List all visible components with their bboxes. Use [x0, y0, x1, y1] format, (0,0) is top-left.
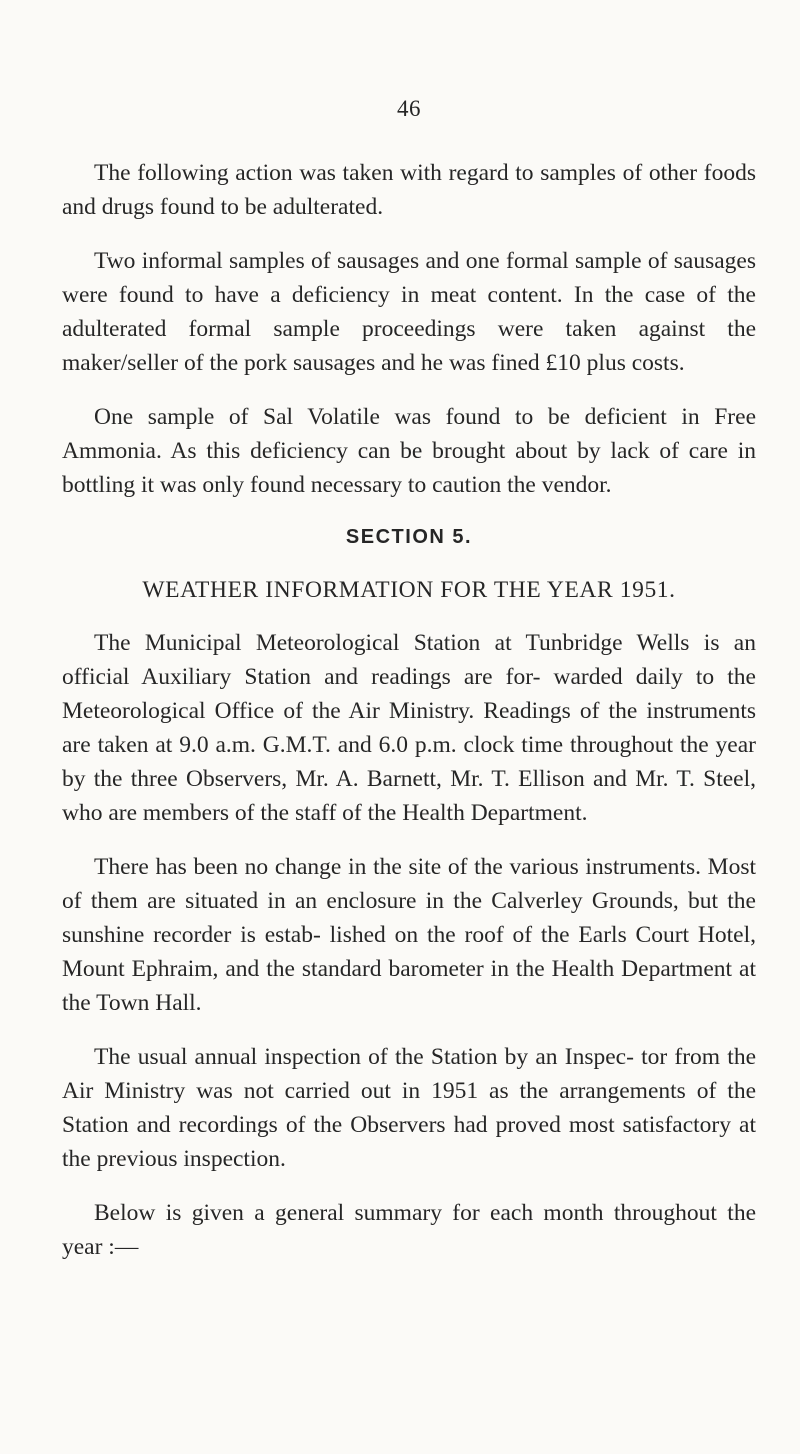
page-number: 46 [397, 96, 421, 121]
paragraph-annual-inspection: The usual annual inspection of the Station by an Inspec- tor from the Air Ministry was not carried out in 1951 as the arrangements of the Station and recordings of the Observers had proved most satisfactory at the previous inspection. [62, 1044, 756, 1172]
paragraph-adulterated-samples-intro: The following action was taken with regard to samples of other foods and drugs found to be adulterated. [62, 160, 756, 220]
paragraph-instrument-sites: There has been no change in the site of the various instruments. Most of them are situated in an enclosure in the Calverley Grounds, but the sunshine recorder is estab- lished on the roof of the Earls Court Hotel, Mount Ephraim, and the standard barometer in the Health Department at the Town Hall. [62, 854, 756, 1016]
section-heading: SECTION 5. [345, 526, 473, 548]
paragraph-sal-volatile: One sample of Sal Volatile was found to be deficient in Free Ammonia. As this deficiency can be brought about by lack of care in bottling it was only found necessary to caution the vendor. [62, 404, 756, 498]
document-page [62, 96, 756, 1284]
paragraph-meteorological-station: The Municipal Meteorological Station at Tunbridge Wells is an official Auxiliary Station and readings are for- warded daily to the Meteorological Office of the Air Ministry. Readings of the instruments are taken at 9.0 a.m. G.M.T. and 6.0 p.m. clock time throughout the year by the three Observers, Mr. A. Barnett, Mr. T. Ellison and Mr. T. Steel, who are members of the staff of the Health Department. [62, 630, 756, 826]
paragraph-monthly-summary-intro: Below is given a general summary for each month throughout the year :— [62, 1200, 756, 1260]
section-title: WEATHER INFORMATION FOR THE YEAR 1951. [142, 577, 676, 603]
paragraph-sausages: Two informal samples of sausages and one formal sample of sausages were found to have a deficiency in meat content. In the case of the adulterated formal sample proceedings were taken against the maker/seller of the pork sausages and he was fined £10 plus costs. [62, 248, 756, 376]
